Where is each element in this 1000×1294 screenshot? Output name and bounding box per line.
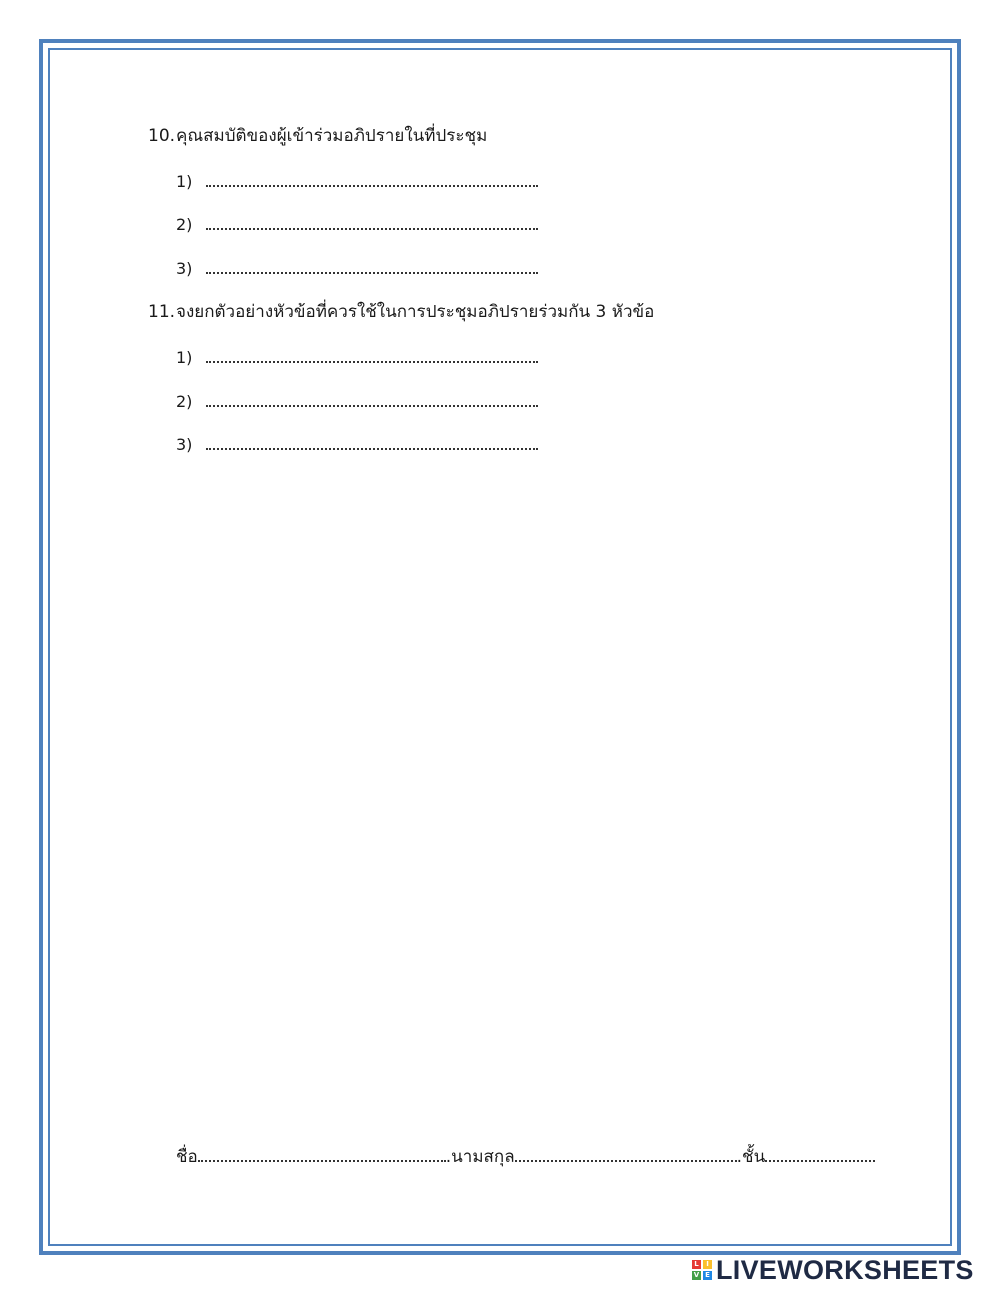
surname-label: .นามสกุล [445,1147,515,1167]
answer-number: 1) [176,348,193,367]
question-text: จงยกตัวอย่างหัวข้อที่ควรใช้ในการประชุมอภิปรายร่วมกัน 3 หัวข้อ [176,302,655,322]
logo-letter-i: I [703,1260,712,1269]
answer-line-11-2[interactable] [176,391,538,413]
logo-letter-v: V [693,1271,700,1279]
dotted-answer-line[interactable] [206,269,538,274]
question-text: คุณสมบัติของผู้เข้าร่วมอภิปรายในที่ประชุม [176,126,488,146]
name-field[interactable] [198,1157,446,1162]
student-info-row [176,1146,875,1168]
liveworksheets-logo [692,1256,974,1284]
answer-line-10-1[interactable] [176,171,538,193]
name-label: ชื่อ [176,1147,198,1167]
question-11 [148,301,654,323]
answer-number: 2) [176,215,193,234]
answer-line-11-3[interactable] [176,434,538,456]
class-field[interactable] [765,1157,875,1162]
answer-line-10-2[interactable] [176,214,538,236]
dotted-answer-line[interactable] [206,445,538,450]
logo-letter-l: L [692,1260,701,1269]
dotted-answer-line[interactable] [206,358,538,363]
answer-number: 3) [176,435,193,454]
brand-name: LIVEWORKSHEETS [716,1254,974,1285]
answer-number: 1) [176,172,193,191]
answer-line-11-1[interactable] [176,347,538,369]
dotted-answer-line[interactable] [206,182,538,187]
question-10 [148,125,487,147]
question-number: 10. [148,126,176,146]
dotted-answer-line[interactable] [206,402,538,407]
surname-field[interactable] [515,1157,737,1162]
dotted-answer-line[interactable] [206,225,538,230]
logo-letter-e: E [703,1271,712,1280]
answer-line-10-3[interactable] [176,258,538,280]
live-blocks-icon [692,1260,712,1280]
class-label: .ชั้น [736,1147,766,1167]
question-number: 11. [148,302,176,322]
answer-number: 2) [176,392,193,411]
answer-number: 3) [176,259,193,278]
